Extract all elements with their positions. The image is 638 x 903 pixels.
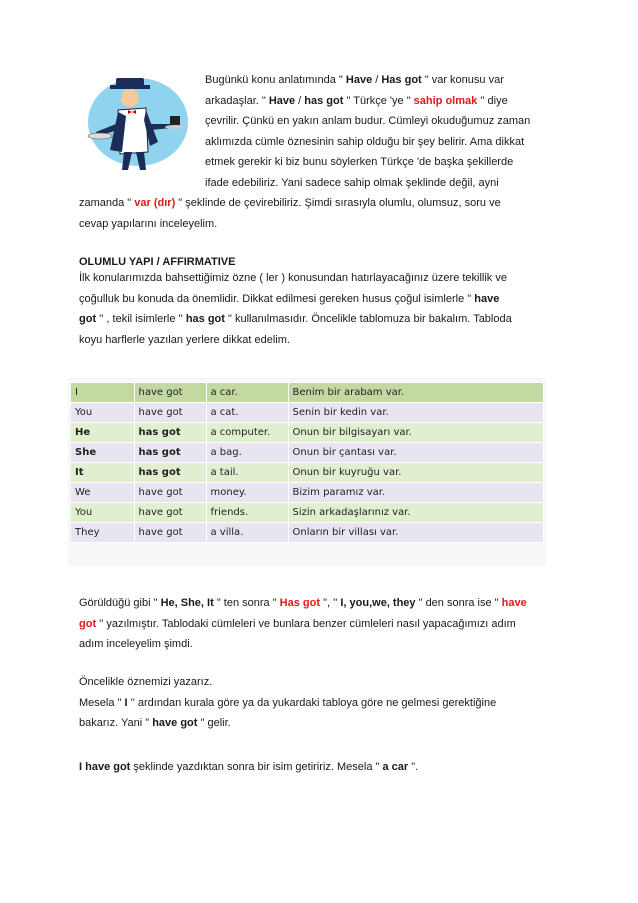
subject-cell: He <box>71 423 134 443</box>
intro-line <box>79 193 563 214</box>
subject-cell: It <box>71 463 134 483</box>
text-line: koyu harflerle yazılan yerlere dikkat edelim. <box>79 333 290 346</box>
text: / <box>295 94 305 107</box>
affirmative-paragraph <box>79 268 563 350</box>
translation-cell: Senin bir kedin var. <box>288 403 544 423</box>
verb-cell: have got <box>134 503 206 523</box>
text: ". <box>408 761 419 773</box>
keyword-got: got <box>79 617 97 630</box>
subject-cell: You <box>71 403 134 423</box>
text: Bugünkü konu anlatımında " <box>205 74 346 86</box>
verb-cell: have got <box>134 523 206 543</box>
keyword-got: got <box>79 313 97 325</box>
translation-cell: Bizim paramız var. <box>288 483 544 503</box>
subject-cell: You <box>71 503 134 523</box>
verb-cell: have got <box>134 403 206 423</box>
translation-cell: Onun bir kuyruğu var. <box>288 463 544 483</box>
intro-line: ifade edebiliriz. Yani sadece sahip olmak şeklinde değil, ayni <box>205 176 499 189</box>
text: " Türkçe 'ye " <box>343 94 414 107</box>
text-line <box>79 614 563 635</box>
keyword-var-dir: var (dır) <box>134 197 176 209</box>
verb-cell: have got <box>134 383 206 403</box>
text-line <box>79 713 563 734</box>
table-row <box>71 523 544 543</box>
text: ", '' <box>320 597 341 609</box>
table-row <box>71 423 544 443</box>
text: '' diye <box>477 94 508 107</box>
text-line <box>79 289 563 310</box>
table-row <box>71 503 544 523</box>
text: zamanda " <box>79 197 135 209</box>
intro-paragraph-continued <box>79 193 563 234</box>
object-cell: a cat. <box>206 403 288 423</box>
object-cell: a car. <box>206 383 288 403</box>
intro-line: etmek gerekir ki biz bunu söylerken Türkçe 'de başka şekillerde <box>205 156 514 168</box>
intro-line: aklımızda cümle öznesinin sahip olduğu bir şey belirir. Ama dikkat <box>205 135 525 148</box>
text: / <box>372 74 382 86</box>
intro-paragraph <box>205 70 563 193</box>
text: " var konusu var <box>421 74 504 86</box>
intro-line: çevrilir. Çünkü en yakın anlam budur. Cümleyi okuduğumuz zaman <box>205 115 531 127</box>
text-line: İlk konularımızda bahsettiğimiz özne ( ler ) konusundan hatırlayacağınız üzere tekillik ve <box>79 272 507 284</box>
keyword-a-car: a car <box>382 761 409 773</box>
text: Görüldüğü gibi " <box>79 597 161 609</box>
subject-cell: I <box>71 383 134 403</box>
steps-paragraph <box>79 672 563 734</box>
subject-cell: She <box>71 443 134 463</box>
keyword-i-have-got: I have got <box>79 761 131 773</box>
subject-cell: They <box>71 523 134 543</box>
table-row <box>71 443 544 463</box>
text-line: adım inceleyelim şimdi. <box>79 638 193 650</box>
object-cell: a bag. <box>206 443 288 463</box>
verb-cell: has got <box>134 423 206 443</box>
object-cell: a computer. <box>206 423 288 443</box>
text: bakarız. Yani " <box>79 717 153 729</box>
text: " şeklinde de çevirebiliriz. Şimdi sırasıyla olumlu, olumsuz, soru ve <box>175 197 501 209</box>
keyword-have: have <box>501 597 527 609</box>
keyword-has-got: Has got <box>279 597 321 609</box>
intro-line: cevap yapılarını inceleyelim. <box>79 217 218 230</box>
translation-cell: Onun bir çantası var. <box>288 443 544 463</box>
table-row <box>71 463 544 483</box>
object-cell: friends. <box>206 503 288 523</box>
translation-cell: Onun bir bilgisayarı var. <box>288 423 544 443</box>
keyword-have: Have <box>345 74 373 86</box>
keyword-has-got: Has got <box>381 74 422 86</box>
object-cell: money. <box>206 483 288 503</box>
keyword-has-got: has got <box>185 313 225 325</box>
text: şeklinde yazdıktan sonra bir isim getiririz. Mesela " <box>130 761 383 773</box>
translation-cell: Onların bir villası var. <box>288 523 544 543</box>
verb-cell: have got <box>134 483 206 503</box>
verb-cell: has got <box>134 443 206 463</box>
text-line: Mesela " I '' ardından kurala göre ya da yukardaki tabloya göre ne gelmesi gerektiğine <box>79 696 497 709</box>
keyword-i-you-we-they: I, you,we, they <box>340 597 416 609</box>
text-line: Öncelikle öznemizi yazarız. <box>79 676 213 688</box>
section-heading: OLUMLU YAPI / AFFIRMATIVE <box>79 256 236 268</box>
keyword-have: have <box>474 292 500 305</box>
intro-line <box>205 91 563 112</box>
intro-line <box>205 70 563 91</box>
keyword-he-she-it: He, She, It <box>160 597 214 609</box>
text: " gelir. <box>197 717 231 729</box>
keyword-have: Have <box>268 94 296 107</box>
keyword-has-got: has got <box>304 94 344 107</box>
object-cell: a villa. <box>206 523 288 543</box>
keyword-have-got: have got <box>152 717 198 729</box>
text: '' , tekil isimlerle '' <box>96 313 186 325</box>
verb-cell: has got <box>134 463 206 483</box>
table-row <box>71 483 544 503</box>
waiter-illustration <box>86 72 198 172</box>
final-paragraph <box>79 757 563 778</box>
table-row <box>71 403 544 423</box>
keyword-i: I <box>124 696 128 709</box>
text: çoğulluk bu konuda da önemlidir. Dikkat edilmesi gereken husus çoğul isimlerle " <box>79 292 475 305</box>
text: " den sonra ise " <box>415 597 502 609</box>
grammar-table <box>71 382 544 543</box>
object-cell: a tail. <box>206 463 288 483</box>
text: '' yazılmıştır. Tablodaki cümleleri ve bunlara benzer cümleleri nasıl yapacağımızı adım <box>96 617 516 630</box>
table-row <box>71 383 544 403</box>
keyword-sahip-olmak: sahip olmak <box>413 94 478 107</box>
text: arkadaşlar. " <box>205 94 269 107</box>
text-line <box>79 593 563 614</box>
translation-cell: Sizin arkadaşlarınız var. <box>288 503 544 523</box>
text: " ten sonra " <box>213 597 280 609</box>
subject-cell: We <box>71 483 134 503</box>
text-line <box>79 309 563 330</box>
text: " kullanılmasıdır. Öncelikle tablomuza bir bakalım. Tabloda <box>224 313 512 325</box>
explanation-paragraph <box>79 593 563 655</box>
translation-cell: Benim bir arabam var. <box>288 383 544 403</box>
